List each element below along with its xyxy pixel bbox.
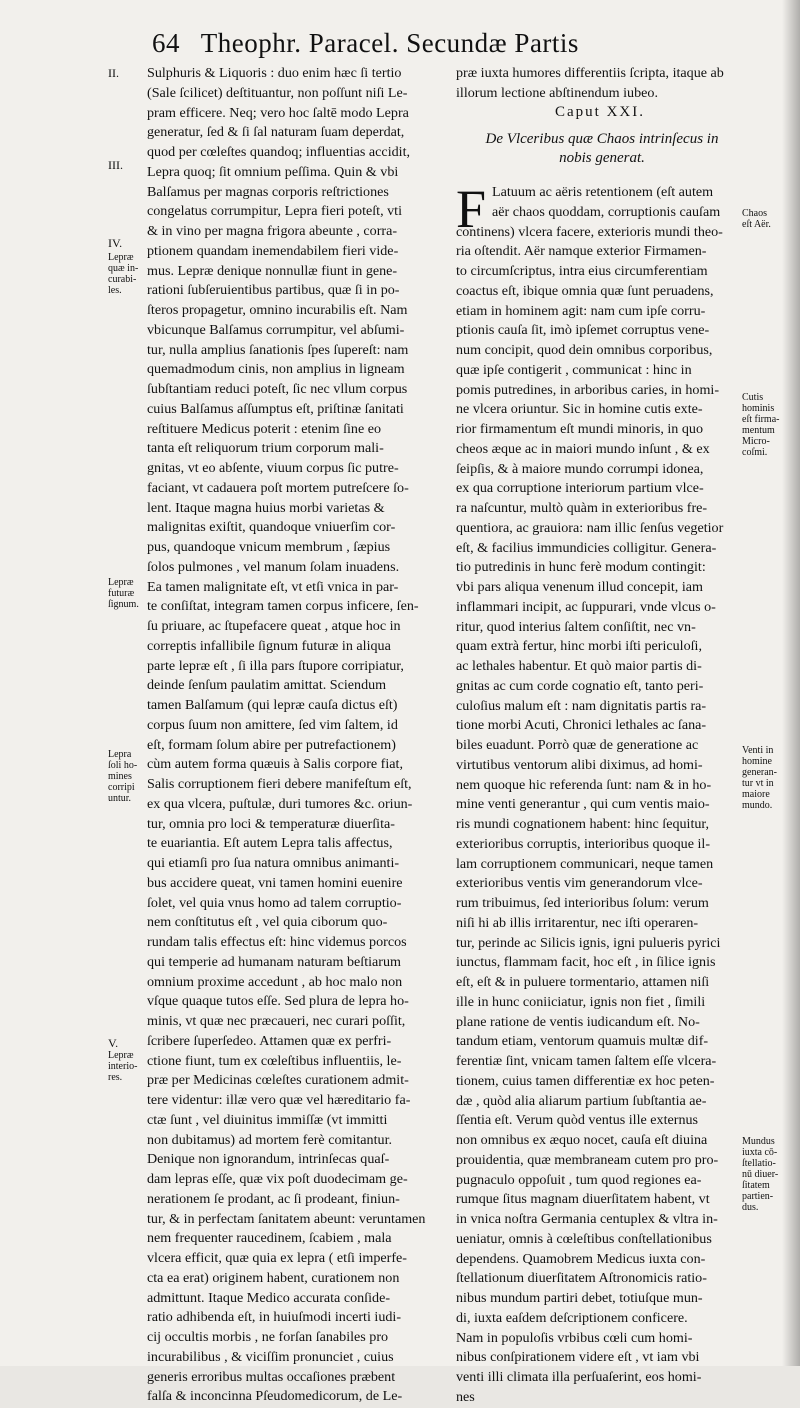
text-line: tur, nulla amplius ſanationis ſpes ſupereſt: nam [147, 341, 409, 358]
text-line: eſt, & facilius immundicies colligitur. Genera- [456, 539, 717, 556]
text-line: plane ratione de ventis iudicandum eſt. No- [456, 1013, 700, 1030]
text-line: cuius Balſamus aſſumptus eſt, priſtinæ ſanitati [147, 400, 404, 417]
margin-note [742, 208, 771, 230]
text-line: dæ , quòd alia aliarum partium ſubſtantia ae- [456, 1092, 707, 1109]
margin-note-line: ſoli ho- [108, 760, 138, 771]
text-line: exterioribus corruptis, interioribus quoque il- [456, 835, 711, 852]
text-line: vlcera efficit, quæ quia ex lepra ( etſi imperfe- [147, 1250, 407, 1266]
margin-note-line: ſtellatio- [742, 1158, 776, 1169]
text-line: malignitas exiſtit, quandoque vniuerſim cor- [147, 519, 396, 536]
text-line: to circumſcriptus, intra eius circumferentiam [456, 263, 708, 279]
text-line: eſt, formam ſolum abire per putrefactionem) [147, 736, 396, 753]
text-line: ex qua corruptione interiorum partium vlce- [456, 480, 704, 497]
text-line: niſi hi ab illis irritarentur, nec iſti operaren- [456, 914, 699, 931]
text-line: qui etiamſi pro ſua natura omnibus animanti- [147, 855, 400, 871]
text-line: ra naſcuntur, multò quàm in exterioribus fre- [456, 500, 708, 516]
text-line: parte lepræ eſt , ſi illa pars ſtupore corripiatur, [147, 657, 404, 674]
text-line: quæ ipſe contigerit , communicat : hinc in [456, 361, 692, 378]
text-line: rumque ſitus magnam diuerſitatem habent, vt [456, 1191, 710, 1208]
text-line: gnitas ac cum corde cognatio eſt, tanto peri- [456, 677, 704, 694]
margin-note-line: mundo. [742, 800, 773, 811]
text-line: tur, perinde ac Silicis ignis, igni pulueris pyrici [456, 934, 721, 951]
text-line: tur, & in perfectam ſanitatem abeunt: veruntamen [147, 1210, 426, 1227]
margin-note-line: Micro- [742, 436, 770, 447]
margin-note [742, 392, 779, 458]
margin-note-line: mines [108, 771, 132, 782]
text-line: rum tribuimus, ſed interioribus ſolum: verum [456, 895, 709, 911]
text-line: vbi pars aliqua venenum illud concepit, iam [456, 579, 703, 595]
text-line: coactus eſt, ibique omnia quæ ſunt peruadens, [456, 282, 714, 299]
text-line: ratio adhibenda eſt, in huiuſmodi incerti iudi- [147, 1309, 402, 1326]
text-line: nem conſtitutus eſt , vel quia ciborum quo- [147, 914, 388, 931]
text-line: tio putredinis in hunc ferè modum contingit: [456, 559, 706, 576]
margin-note-line: curabi- [108, 274, 137, 285]
text-line: non omnibus ex æquo nocet, cauſa eſt diuina [456, 1132, 708, 1148]
margin-note [108, 1050, 137, 1083]
text-line: gnitas, vt eo abſente, viuum corpus ſic putre- [147, 460, 399, 476]
text-line: Salis corruptionem fieri debere manifeſtum eſt, [147, 776, 412, 792]
margin-note-line: dus. [742, 1202, 759, 1213]
text-line: bus accidere queat, vni tamen homini euenire [147, 874, 403, 891]
margin-note-line: Cutis [742, 392, 764, 403]
margin-note-line: Lepræ [108, 252, 134, 263]
text-line: quentiora, ac grauiora: nam illic ſenſus vegetior [456, 519, 724, 536]
text-line: Balſamus per magnas corporis reſtrictiones [147, 183, 389, 200]
margin-note-line: maiore [742, 789, 770, 800]
drop-capital: F [456, 179, 487, 239]
text-line: generatur, ſed & ſi ſal naturam ſuam deperdat, [147, 124, 405, 141]
text-line: tur, omnia pro loci & temperaturæ diuerſita- [147, 815, 395, 832]
text-line: dependens. Quamobrem Medicus iuxta con- [456, 1250, 706, 1267]
text-line: culoſius malum eſt : nam dignitatis partis ra- [456, 697, 707, 714]
margin-note-line: untur. [108, 793, 132, 804]
text-line: in vnica noſtra Germania centuplex & vltra in- [456, 1211, 718, 1227]
text-line: qui temperie ad humanam naturam beſtiarum [147, 953, 401, 970]
text-line: num concipit, quod dein omnibus corporibus, [456, 342, 713, 358]
margin-note-line: res. [108, 1072, 123, 1083]
text-line: deinde ſenſum paulatim amittat. Sciendum [147, 677, 387, 694]
text-line: ex qua vlcera, puſtulæ, duri tumores &c. oriun- [147, 795, 413, 812]
text-line: faciant, vt cadauera poſt mortem putreſcere ſo- [147, 479, 409, 496]
margin-number: II. [108, 66, 119, 80]
margin-note [108, 577, 139, 610]
text-line: nem frequenter raucedinem, ſcabiem , mala [147, 1230, 392, 1247]
text-line: incurabilibus , & viciſſim pronunciet , cuius [147, 1348, 394, 1365]
margin-note [742, 1136, 778, 1213]
text-line: exterioribus ventis vim generandorum vlce- [456, 875, 703, 892]
text-line: tamen Balſamum (qui lepræ cauſa dictus eſt) [147, 697, 398, 713]
text-line: ferentiæ ſint, vnicam tamen ſaltem eſſe vlcera- [456, 1053, 717, 1069]
margin-note [108, 749, 137, 804]
text-line: ſtellationum diuerſitatem Aſtronomicis ratio- [456, 1270, 707, 1287]
chapter-subtitle [462, 130, 742, 168]
text-line: ctione fiunt, tum ex cœleſtibus influentiis, le- [147, 1052, 402, 1069]
margin-number: V. [108, 1036, 119, 1050]
text-line: pus, quandoque vnicum membrum , ſæpius [147, 539, 391, 555]
margin-note-line: interio- [108, 1061, 138, 1072]
text-line: omnium proxime accedunt , ab hoc malo non [147, 973, 403, 990]
text-line: quod per cœleſtes quandoq; influentias accidit, [147, 144, 411, 160]
text-line: admittunt. Itaque Medico accurata conſide- [147, 1289, 391, 1306]
margin-note [108, 252, 138, 296]
text-line: falſa & inconcinna Pſeudomedicorum, de Le- [147, 1388, 403, 1405]
margin-note-line: mentum [742, 425, 775, 436]
margin-note-line: les. [108, 285, 122, 296]
text-line: ritur, quod interius ſaltem conſiſtit, nec vn- [456, 618, 696, 635]
margin-note-line: eſt Aër. [742, 219, 771, 230]
text-line: ſolos pulmones , vel manum ſolam inuadens. [147, 558, 400, 575]
text-line: rior firmamentum eſt mundi minoris, in quo [456, 421, 703, 437]
text-line: cta ea erat) originem habent, curationem non [147, 1269, 400, 1286]
text-line: ria oſtendit. Aër namque exterior Firmamen- [456, 243, 707, 260]
text-line: quemadmodum cinis, non amplius in ligneam [147, 361, 405, 378]
text-line: continens) vlcera facere, exterioris mundi theo- [456, 223, 723, 240]
text-line: ctæ ſunt , vel diuinitus immiſſæ (vt immitti [147, 1111, 388, 1128]
margin-note-line: coſmi. [742, 447, 768, 458]
text-line: venti illi climata illa perſuaſerint, eos homi- [456, 1369, 702, 1385]
text-line: Ea tamen malignitate eſt, vt etſi vnica in par- [147, 578, 399, 595]
text-line: ac lethales habentur. Et quò maior partis di- [456, 658, 702, 674]
margin-note [742, 745, 777, 811]
text-line: rundam talis effectus eſt: hinc videmus porcos [147, 934, 407, 950]
margin-note-line: Lepræ [108, 1050, 134, 1061]
text-line: nibus conſpirationem videre eſt , vt iam vbi [456, 1349, 700, 1366]
margin-note-line: iuxta cō- [742, 1147, 778, 1158]
text-line: vſque quaque tutos eſſe. Sed plura de lepra ho- [147, 993, 409, 1010]
margin-note-line: Mundus [742, 1136, 775, 1147]
text-line: pugnaculo oppoſuit , tum quod regiones ea- [456, 1171, 702, 1188]
text-line: ptionem quandam inemendabilem fieri vide- [147, 242, 399, 259]
margin-note-line: ſitatem [742, 1180, 770, 1191]
text-line: ille in hunc coniiciatur, ignis non fiet , ſimili [456, 993, 706, 1010]
text-line: tionem, cuius tamen differentiæ ex hoc peten- [456, 1072, 715, 1089]
page-edge-shadow [782, 0, 800, 1366]
margin-note-line: nū diuer- [742, 1169, 779, 1180]
text-line: tanta eſt reliquorum trium corporum mali- [147, 440, 384, 457]
margin-note-line: futuræ [108, 588, 135, 599]
text-line: biles euadunt. Porrò quæ de generatione ac [456, 737, 699, 753]
margin-note-line: corripi [108, 782, 135, 793]
text-line: reſtituere Medicus poterit : etenim ſine eo [147, 420, 382, 437]
text-line: præ per Medicinas cœleſtes curationem admit- [147, 1072, 409, 1089]
margin-number: IV. [108, 236, 123, 250]
text-line: ris mundi cognationem habent: hinc ſequitur, [456, 816, 710, 832]
text-line: ueniatur, omnis à cœleſtibus conſtellationibus [456, 1230, 712, 1247]
margin-note-line: Lepræ [108, 577, 134, 588]
margin-note-line: Venti in [742, 745, 774, 756]
text-line: congelatus corrumpitur, Lepra fieri poteſt, vti [147, 203, 402, 220]
text-line: lent. Itaque magna huius morbi varietas & [147, 499, 385, 516]
text-line: corpus ſuum non amittere, ſed vim ſaltem, id [147, 716, 398, 733]
right-text-column-top [456, 64, 744, 104]
text-line: ſſentia eſt. Verum quòd ventus ille externus [456, 1112, 699, 1129]
text-line: ſubſtantiam reduci poteſt, ſic nec vllum corpus [147, 381, 408, 397]
text-line: eſt, eſt & in puluere tormentario, attamen niſi [456, 974, 710, 990]
margin-note-line: eſt firma- [742, 414, 780, 425]
text-line: te conſiſtat, integram tamen corpus inficere, ſen- [147, 598, 419, 615]
chapter-subtitle-line: nobis generat. [559, 150, 645, 166]
text-line: etiam in hominem agit: nam cum ipſe corru- [456, 302, 706, 319]
text-line: præ iuxta humores differentiis ſcripta, itaque ab [456, 65, 724, 81]
text-line: lam corruptionem communicari, neque tamen [456, 855, 714, 872]
text-line: prouidentia, quæ membraneam cutem pro pro- [456, 1151, 719, 1168]
text-line: nes [456, 1388, 475, 1405]
text-line: rationi ſubſeruientibus partibus, quæ ſi in po- [147, 282, 400, 299]
margin-note-line: quæ in- [108, 263, 139, 274]
text-line: Sulphuris & Liquoris : duo enim hæc ſi tertio [147, 65, 402, 81]
text-line: nem quoque hic referenda ſunt: nam & in ho- [456, 776, 712, 793]
text-line: ptionis cauſa ſit, imò ipſemet corruptus vene- [456, 322, 710, 339]
text-line: te euariantia. Eſt autem Lepra talis affectus, [147, 835, 393, 852]
margin-note-line: Lepra [108, 749, 132, 760]
margin-note-line: hominis [742, 403, 775, 414]
text-line: iunctus, flammam facit, hoc eſt , in ſilice ignis [456, 954, 716, 971]
text-line: Denique non ignorandum, intrinſecas quaſ- [147, 1151, 390, 1168]
right-text-column [456, 179, 744, 1408]
text-line: Nam in populoſis vrbibus cœli cum homi- [456, 1329, 693, 1346]
text-line: virtutibus ventorum alibi diximus, ad homi- [456, 756, 703, 773]
page-number: 64 [152, 28, 180, 58]
chapter-subtitle-line: De Vlceribus quæ Chaos intrinſecus in [485, 131, 719, 147]
margin-note-line: Chaos [742, 208, 767, 219]
margin-note-line: partien- [742, 1191, 774, 1202]
text-line: pram efficere. Neq; vero hoc ſaltē modo Lepra [147, 104, 409, 121]
text-line: Lepra quoq; ſit omnium peſſima. Quin & vbi [147, 163, 399, 180]
margin-note-line: generan- [742, 767, 777, 778]
running-title: Theophr. Paracel. Secundæ Partis [200, 28, 579, 58]
text-line: illorum lectione abſtinendum iubeo. [456, 84, 658, 101]
text-line: correptis infallibile ſignum futuræ in aliqua [147, 637, 391, 654]
text-line: tandum etiam, ventorum quamuis multæ dif- [456, 1033, 709, 1050]
margin-note-line: tur vt in [742, 778, 774, 789]
text-line: cùm autem forma quæuis à Salis corpore fiat, [147, 756, 403, 773]
chapter-title: Caput XXI. [555, 104, 645, 120]
text-line: tione morbi Acuti, Chronici lethales ac ſana- [456, 717, 707, 734]
text-line: vbicunque Balſamus corrumpitur, vel abſumi- [147, 321, 405, 338]
text-line: cheos æque ac in maiori mundo inſunt , & ex [456, 440, 710, 457]
text-line: minis, vt quæ nec præcaueri, nec curari poſſit, [147, 1013, 406, 1029]
text-line: ſcribere ſuperſedeo. Attamen quæ ex perfri- [147, 1032, 392, 1049]
text-line: quam extrà fertur, hinc morbi iſti periculoſi, [456, 638, 703, 655]
text-line: Latuum ac aëris retentionem (eſt autem [492, 184, 714, 200]
running-head [152, 28, 752, 59]
text-line: aër chaos quoddam, corruptionis cauſam [492, 203, 721, 220]
text-line: dam lepras eſſe, quæ vix poſt duodecimam ge- [147, 1171, 408, 1187]
text-line: mine venti generantur , qui cum ventis maio- [456, 796, 710, 813]
text-line: ſeipſis, & à maiore mundo corrumpi idonea, [456, 460, 704, 477]
left-text-column [147, 64, 445, 1407]
text-line: nerationem ſe prodant, ac ſi prodeant, finiun- [147, 1190, 400, 1207]
text-line: non dubitamus) ad mortem ferè comitantur. [147, 1131, 393, 1148]
text-line: pomis putredines, in arboribus caries, in homi- [456, 381, 720, 398]
text-line: ſolet, vel quia vnus homo ad talem corruptio- [147, 894, 402, 911]
margin-note-line: ſignum. [108, 599, 139, 610]
text-line: & in vino per magna frigora abeunte , corra- [147, 223, 398, 239]
text-line: ne vlcera oriuntur. Sic in homine cutis exte- [456, 401, 703, 418]
text-line: di, iuxta eaſdem deſcriptionem conficere. [456, 1309, 688, 1326]
text-line: ſteros propagetur, omnino incurabilis eſt. Nam [147, 302, 408, 318]
text-line: generis erroribus multas occaſiones præbent [147, 1368, 396, 1385]
text-line: (Sale ſcilicet) deſtituantur, non poſſunt niſi Le- [147, 84, 408, 101]
margin-number: III. [108, 158, 123, 172]
margin-note-line: homine [742, 756, 772, 767]
text-line: mus. Lepræ denique nonnullæ fiunt in gene- [147, 262, 398, 279]
text-line: nibus mundum partiri debet, totiuſque mun- [456, 1290, 703, 1306]
text-line: cij occultis morbis , ne forſan ſanabiles pro [147, 1329, 389, 1345]
text-line: ſu priuare, ac ſtupefacere queat , atque hoc in [147, 618, 401, 634]
text-line: tere videntur: illæ vero quæ vel hæreditario fa- [147, 1092, 411, 1108]
text-line: inflammari incipit, ac ſuppurari, vnde vlcus o- [456, 598, 716, 615]
